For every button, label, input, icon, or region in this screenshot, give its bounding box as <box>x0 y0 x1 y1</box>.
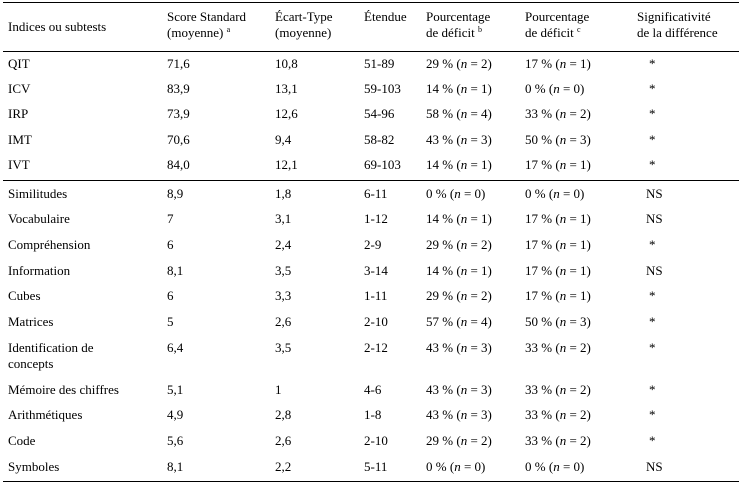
significance-cell: * <box>649 288 656 303</box>
range-cell: 59-103 <box>364 81 401 96</box>
deficit-b-cell-n-label: n <box>460 157 468 172</box>
header-deficit-c-line2: de déficit <box>525 25 574 40</box>
deficit-b-cell-pct: 14 % <box>426 211 454 226</box>
score-cell: 8,1 <box>167 459 184 474</box>
significance-cell: * <box>649 157 656 172</box>
deficit-b-cell: 29 % (n = 2) <box>426 237 492 252</box>
deficit-c-cell-n-label: n <box>559 288 567 303</box>
sd-cell: 9,4 <box>275 132 292 147</box>
range-cell: 1-11 <box>364 288 388 303</box>
deficit-b-cell-n-label: n <box>460 314 468 329</box>
deficit-c-cell-n: 1 <box>580 288 587 303</box>
row-label-line1: IRP <box>8 106 29 121</box>
deficit-c-cell-pct: 50 % <box>525 314 553 329</box>
deficit-b-cell-pct: 14 % <box>426 157 454 172</box>
deficit-c-cell-n-label: n <box>559 106 567 121</box>
deficit-b-cell: 0 % (n = 0) <box>426 459 486 474</box>
range-cell: 54-96 <box>364 106 395 121</box>
deficit-b-cell: 43 % (n = 3) <box>426 132 492 147</box>
deficit-c-cell-n-label: n <box>559 407 567 422</box>
deficit-b-cell-pct: 0 % <box>426 186 447 201</box>
sd-cell: 1,8 <box>275 186 292 201</box>
row-label <box>8 211 70 227</box>
row-label-line2: concepts <box>8 356 54 371</box>
deficit-b-cell: 43 % (n = 3) <box>426 382 492 397</box>
score-cell: 6 <box>167 288 174 303</box>
row-label <box>8 157 30 173</box>
section-rule <box>3 180 739 181</box>
significance-cell: * <box>649 407 656 422</box>
deficit-c-cell: 33 % (n = 2) <box>525 407 591 422</box>
deficit-c-cell-pct: 33 % <box>525 433 553 448</box>
deficit-b-cell-n-label: n <box>460 433 468 448</box>
header-significance-line2: de la différence <box>637 25 718 40</box>
deficit-c-cell-n: 0 <box>573 459 581 474</box>
deficit-c-cell-n-label: n <box>553 459 560 474</box>
significance-cell: * <box>649 132 656 147</box>
row-label <box>8 340 94 372</box>
deficit-c-cell: 33 % (n = 2) <box>525 433 591 448</box>
row-label-line1: IVT <box>8 157 30 172</box>
deficit-b-cell-n: 1 <box>481 157 488 172</box>
range-cell: 3-14 <box>364 263 388 278</box>
sd-cell: 12,6 <box>275 106 298 121</box>
range-cell: 2-9 <box>364 237 382 252</box>
footnote-c: c <box>576 25 581 34</box>
deficit-b-cell-n: 2 <box>481 56 488 71</box>
deficit-c-cell-n: 1 <box>580 211 587 226</box>
deficit-b-cell-n: 2 <box>481 288 488 303</box>
deficit-c-cell-pct: 0 % <box>525 186 546 201</box>
row-label-line1: QIT <box>8 56 30 71</box>
header-significance-line1: Significativité <box>637 9 711 24</box>
sd-cell: 2,6 <box>275 314 292 329</box>
header-score-line2: (moyenne) <box>167 25 224 40</box>
deficit-c-cell-n-label: n <box>553 81 560 96</box>
deficit-c-cell-n: 2 <box>580 382 587 397</box>
deficit-c-cell-n: 1 <box>580 237 587 252</box>
row-label <box>8 132 32 148</box>
sd-cell: 3,5 <box>275 263 292 278</box>
row-label <box>8 56 30 72</box>
deficit-b-cell-n: 2 <box>481 237 488 252</box>
header-rule <box>3 51 739 52</box>
significance-cell: * <box>649 382 656 397</box>
score-cell: 6 <box>167 237 174 252</box>
deficit-c-cell-pct: 17 % <box>525 211 553 226</box>
deficit-c-cell-n: 0 <box>573 186 581 201</box>
header-sd-line1: Écart-Type <box>275 9 333 24</box>
sd-cell: 2,8 <box>275 407 292 422</box>
deficit-c-cell-pct: 0 % <box>525 459 546 474</box>
deficit-b-cell-n-label: n <box>460 407 468 422</box>
deficit-b-cell-n: 3 <box>481 382 488 397</box>
significance-cell: * <box>649 56 656 71</box>
deficit-b-cell-n: 0 <box>474 186 482 201</box>
score-cell: 8,1 <box>167 263 184 278</box>
deficit-c-cell: 50 % (n = 3) <box>525 314 591 329</box>
deficit-b-cell-n: 1 <box>481 263 488 278</box>
deficit-c-cell-pct: 17 % <box>525 157 553 172</box>
row-label-line1: Arithmétiques <box>8 407 83 422</box>
header-deficit-c-line1: Pourcentage <box>525 9 590 24</box>
header-deficit-b-line2: de déficit <box>426 25 475 40</box>
deficit-b-cell-n-label: n <box>454 186 461 201</box>
score-cell: 73,9 <box>167 106 190 121</box>
row-label-line1: Vocabulaire <box>8 211 70 226</box>
score-cell: 4,9 <box>167 407 184 422</box>
significance-cell: * <box>649 237 656 252</box>
sd-cell: 10,8 <box>275 56 298 71</box>
deficit-c-cell-pct: 50 % <box>525 132 553 147</box>
deficit-b-cell: 14 % (n = 1) <box>426 263 492 278</box>
deficit-b-cell-n-label: n <box>460 340 468 355</box>
deficit-c-cell-n-label: n <box>559 56 567 71</box>
deficit-b-cell-n: 1 <box>481 81 488 96</box>
header-sd <box>275 9 333 41</box>
deficit-b-cell-n: 2 <box>481 433 488 448</box>
deficit-c-cell-n: 3 <box>580 314 587 329</box>
range-cell: 58-82 <box>364 132 395 147</box>
deficit-b-cell-pct: 0 % <box>426 459 447 474</box>
deficit-c-cell-n: 2 <box>580 433 587 448</box>
deficit-c-cell: 17 % (n = 1) <box>525 288 591 303</box>
deficit-c-cell-n: 1 <box>580 56 587 71</box>
deficit-b-cell-pct: 29 % <box>426 288 454 303</box>
row-label <box>8 81 30 97</box>
score-cell: 83,9 <box>167 81 190 96</box>
row-label <box>8 314 53 330</box>
score-cell: 7 <box>167 211 174 226</box>
row-label-line1: Mémoire des chiffres <box>8 382 119 397</box>
header-deficit-b-line2-wrap <box>426 25 490 41</box>
deficit-b-cell: 0 % (n = 0) <box>426 186 486 201</box>
row-label <box>8 186 67 202</box>
row-label-line1: Compréhension <box>8 237 91 252</box>
deficit-b-cell-pct: 43 % <box>426 407 454 422</box>
deficit-b-cell-pct: 14 % <box>426 81 454 96</box>
header-sd-line2: (moyenne) <box>275 25 332 40</box>
header-score-line2-wrap <box>167 25 246 41</box>
significance-cell: * <box>649 340 656 355</box>
deficit-c-cell-pct: 17 % <box>525 237 553 252</box>
deficit-c-cell: 17 % (n = 1) <box>525 211 591 226</box>
deficit-c-cell-pct: 17 % <box>525 263 553 278</box>
header-score <box>167 9 246 41</box>
row-label-line1: Symboles <box>8 459 60 474</box>
deficit-c-cell: 33 % (n = 2) <box>525 106 591 121</box>
deficit-c-cell-n: 1 <box>580 263 587 278</box>
deficit-b-cell-n: 0 <box>474 459 482 474</box>
row-label <box>8 263 70 279</box>
range-cell: 5-11 <box>364 459 388 474</box>
range-cell: 2-10 <box>364 433 388 448</box>
row-label-line1: Identification de <box>8 340 94 355</box>
deficit-b-cell-pct: 29 % <box>426 237 454 252</box>
header-score-line1: Score Standard <box>167 9 247 24</box>
deficit-b-cell-pct: 58 % <box>426 106 454 121</box>
deficit-b-cell: 14 % (n = 1) <box>426 157 492 172</box>
deficit-b-cell-n-label: n <box>460 263 468 278</box>
deficit-b-cell-n: 4 <box>481 106 488 121</box>
sd-cell: 2,6 <box>275 433 292 448</box>
deficit-b-cell-pct: 57 % <box>426 314 454 329</box>
row-label <box>8 382 119 398</box>
deficit-c-cell-pct: 17 % <box>525 288 553 303</box>
deficit-b-cell-n-label: n <box>460 106 468 121</box>
row-label <box>8 237 90 253</box>
score-cell: 8,9 <box>167 186 184 201</box>
range-cell: 69-103 <box>364 157 401 172</box>
deficit-b-cell: 43 % (n = 3) <box>426 407 492 422</box>
deficit-b-cell-n-label: n <box>460 237 468 252</box>
deficit-b-cell: 43 % (n = 3) <box>426 340 492 355</box>
score-cell: 5 <box>167 314 174 329</box>
sd-cell: 12,1 <box>275 157 298 172</box>
deficit-b-cell-n-label: n <box>460 56 468 71</box>
deficit-c-cell-pct: 33 % <box>525 407 553 422</box>
header-deficit-c-line2-wrap <box>525 25 589 41</box>
deficit-c-cell-n: 1 <box>580 157 587 172</box>
deficit-c-cell: 0 % (n = 0) <box>525 81 585 96</box>
header-range: Étendue <box>364 9 407 24</box>
deficit-b-cell-n-label: n <box>460 288 468 303</box>
deficit-b-cell-n-label: n <box>460 132 468 147</box>
header-deficit-b-line1: Pourcentage <box>426 9 491 24</box>
deficit-b-cell-pct: 43 % <box>426 132 454 147</box>
deficit-b-cell-pct: 14 % <box>426 263 454 278</box>
deficit-b-cell-pct: 43 % <box>426 382 454 397</box>
deficit-b-cell-n: 3 <box>481 407 488 422</box>
significance-cell: * <box>649 106 656 121</box>
row-label <box>8 459 59 475</box>
deficit-b-cell: 14 % (n = 1) <box>426 211 492 226</box>
score-cell: 5,6 <box>167 433 184 448</box>
row-label-line1: Cubes <box>8 288 41 303</box>
header-significance <box>637 9 718 41</box>
deficit-c-cell-pct: 33 % <box>525 106 553 121</box>
score-cell: 5,1 <box>167 382 184 397</box>
row-label-line1: Matrices <box>8 314 54 329</box>
deficit-c-cell: 17 % (n = 1) <box>525 263 591 278</box>
deficit-b-cell-n: 1 <box>481 211 488 226</box>
deficit-c-cell-n-label: n <box>559 340 567 355</box>
significance-cell: NS <box>646 263 663 278</box>
top-rule <box>3 2 739 3</box>
deficit-c-cell-n-label: n <box>559 132 567 147</box>
deficit-b-cell-n-label: n <box>460 81 468 96</box>
header-deficit-c <box>525 9 589 41</box>
deficit-b-cell-n: 4 <box>481 314 488 329</box>
deficit-c-cell: 33 % (n = 2) <box>525 382 591 397</box>
sd-cell: 2,2 <box>275 459 292 474</box>
row-label <box>8 288 41 304</box>
deficit-c-cell-n-label: n <box>559 157 567 172</box>
row-label <box>8 407 82 423</box>
deficit-b-cell: 14 % (n = 1) <box>426 81 492 96</box>
range-cell: 51-89 <box>364 56 395 71</box>
deficit-c-cell-n-label: n <box>559 211 567 226</box>
sd-cell: 13,1 <box>275 81 298 96</box>
footnote-a: a <box>226 25 231 34</box>
deficit-b-cell: 29 % (n = 2) <box>426 433 492 448</box>
deficit-b-cell: 58 % (n = 4) <box>426 106 492 121</box>
deficit-b-cell-pct: 29 % <box>426 433 454 448</box>
deficit-c-cell-pct: 33 % <box>525 382 553 397</box>
sd-cell: 3,1 <box>275 211 292 226</box>
deficit-b-cell-pct: 43 % <box>426 340 454 355</box>
score-cell: 84,0 <box>167 157 190 172</box>
deficit-b-cell: 29 % (n = 2) <box>426 288 492 303</box>
deficit-c-cell-n: 3 <box>580 132 587 147</box>
deficit-c-cell-n-label: n <box>559 263 567 278</box>
deficit-c-cell-n: 2 <box>580 106 587 121</box>
deficit-c-cell: 50 % (n = 3) <box>525 132 591 147</box>
significance-cell: * <box>649 81 656 96</box>
deficit-c-cell-pct: 0 % <box>525 81 546 96</box>
row-label-line1: Information <box>8 263 71 278</box>
deficit-c-cell-n-label: n <box>559 382 567 397</box>
deficit-b-cell-n-label: n <box>460 211 468 226</box>
deficit-b-cell-n-label: n <box>460 382 468 397</box>
score-cell: 70,6 <box>167 132 190 147</box>
sd-cell: 1 <box>275 382 282 397</box>
deficit-c-cell-n-label: n <box>559 433 567 448</box>
significance-cell: NS <box>646 186 663 201</box>
sd-cell: 3,3 <box>275 288 292 303</box>
deficit-c-cell: 17 % (n = 1) <box>525 237 591 252</box>
deficit-c-cell-pct: 17 % <box>525 56 553 71</box>
sd-cell: 3,5 <box>275 340 292 355</box>
deficit-b-cell-n: 3 <box>481 132 488 147</box>
deficit-c-cell-n-label: n <box>553 186 560 201</box>
significance-cell: * <box>649 433 656 448</box>
deficit-b-cell-pct: 29 % <box>426 56 454 71</box>
footnote-b: b <box>477 25 482 34</box>
deficit-b-cell-n: 3 <box>481 340 488 355</box>
range-cell: 2-10 <box>364 314 388 329</box>
deficit-c-cell: 33 % (n = 2) <box>525 340 591 355</box>
range-cell: 1-8 <box>364 407 382 422</box>
deficit-c-cell-n: 2 <box>580 340 587 355</box>
range-cell: 2-12 <box>364 340 388 355</box>
range-cell: 4-6 <box>364 382 382 397</box>
deficit-c-cell-n-label: n <box>559 314 567 329</box>
header-deficit-b <box>426 9 490 41</box>
deficit-b-cell: 57 % (n = 4) <box>426 314 492 329</box>
deficit-c-cell-pct: 33 % <box>525 340 553 355</box>
row-label <box>8 106 28 122</box>
header-indices: Indices ou subtests <box>8 19 107 34</box>
range-cell: 6-11 <box>364 186 388 201</box>
range-cell: 1-12 <box>364 211 388 226</box>
row-label-line1: IMT <box>8 132 32 147</box>
bottom-rule <box>3 481 739 482</box>
deficit-c-cell: 0 % (n = 0) <box>525 186 585 201</box>
significance-cell: * <box>649 314 656 329</box>
deficit-c-cell: 17 % (n = 1) <box>525 157 591 172</box>
deficit-b-cell: 29 % (n = 2) <box>426 56 492 71</box>
row-label-line1: Code <box>8 433 36 448</box>
significance-cell: NS <box>646 459 663 474</box>
deficit-c-cell: 0 % (n = 0) <box>525 459 585 474</box>
deficit-b-cell-n-label: n <box>454 459 461 474</box>
row-label <box>8 433 35 449</box>
score-cell: 71,6 <box>167 56 190 71</box>
row-label-line1: Similitudes <box>8 186 68 201</box>
deficit-c-cell-n-label: n <box>559 237 567 252</box>
significance-cell: NS <box>646 211 663 226</box>
deficit-c-cell-n: 2 <box>580 407 587 422</box>
score-cell: 6,4 <box>167 340 184 355</box>
sd-cell: 2,4 <box>275 237 292 252</box>
deficit-c-cell-n: 0 <box>573 81 581 96</box>
deficit-c-cell: 17 % (n = 1) <box>525 56 591 71</box>
row-label-line1: ICV <box>8 81 31 96</box>
